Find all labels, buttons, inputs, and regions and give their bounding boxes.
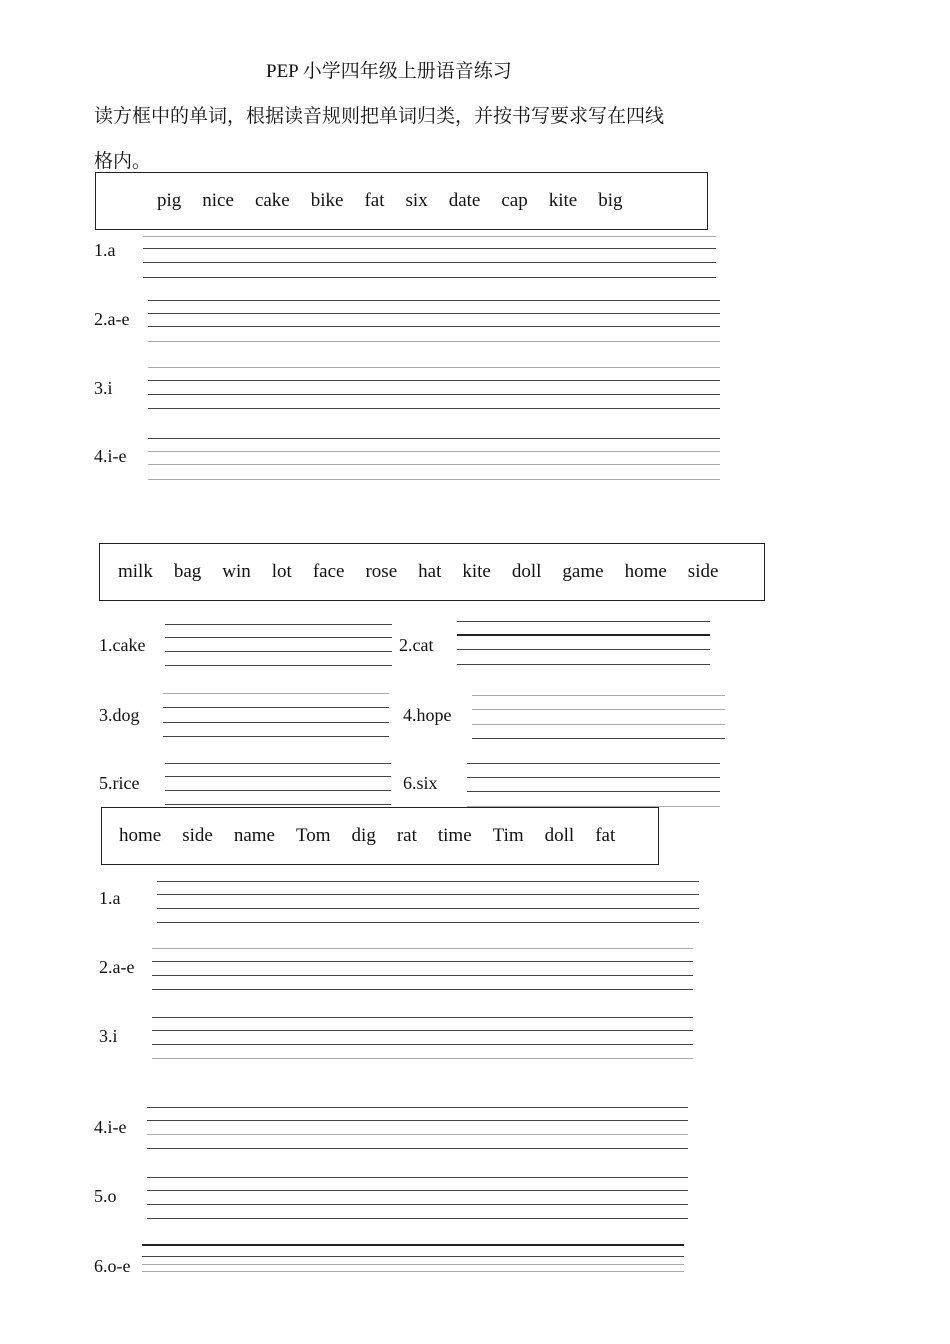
word: six [405, 190, 428, 211]
four-line-writing-area[interactable] [148, 438, 720, 480]
row-label: 2.cat [399, 635, 434, 655]
four-line-writing-area[interactable] [157, 881, 699, 923]
word: nice [202, 190, 234, 211]
word: Tim [492, 825, 524, 846]
row-label: 1.a [94, 240, 116, 260]
row-label: 6.o-e [94, 1256, 131, 1276]
word: fat [595, 825, 616, 846]
word-box-3 [101, 807, 659, 865]
word: time [437, 825, 472, 846]
word: game [562, 561, 604, 582]
row-label: 4.i-e [94, 1117, 127, 1137]
row-label: 3.i [99, 1026, 118, 1046]
word: side [687, 561, 719, 582]
word: name [233, 825, 275, 846]
row-label: 6.six [403, 773, 438, 793]
four-line-writing-area[interactable] [142, 1244, 684, 1272]
instruction-line-2: 格内。 [94, 151, 152, 172]
word-box-1 [95, 172, 708, 230]
word: rose [365, 561, 398, 582]
word: cap [501, 190, 528, 211]
word: Tom [295, 825, 331, 846]
row-label: 1.a [99, 888, 121, 908]
word: big [598, 190, 623, 211]
word: doll [544, 825, 575, 846]
word: win [222, 561, 251, 582]
instruction-line-1: 读方框中的单词，根据读音规则把单词归类，并按书写要求写在四线 [94, 106, 665, 127]
word: bike [310, 190, 344, 211]
row-label: 4.hope [403, 705, 452, 725]
word: milk [118, 561, 153, 582]
four-line-writing-area[interactable] [147, 1107, 688, 1149]
row-label: 2.a-e [99, 957, 135, 977]
word: pig [157, 190, 182, 211]
four-line-writing-area[interactable] [148, 367, 720, 409]
word: kite [548, 190, 578, 211]
row-label: 1.cake [99, 635, 146, 655]
four-line-writing-area[interactable] [467, 763, 720, 807]
word: dig [351, 825, 376, 846]
page-title: PEP 小学四年级上册语音练习 [266, 61, 512, 82]
four-line-writing-area[interactable] [148, 300, 720, 342]
word: home [624, 561, 667, 582]
row-label: 5.rice [99, 773, 140, 793]
word-box-2 [99, 543, 765, 601]
row-label: 3.i [94, 378, 113, 398]
word: date [448, 190, 481, 211]
four-line-writing-area[interactable] [457, 621, 710, 665]
four-line-writing-area[interactable] [472, 695, 725, 739]
four-line-writing-area[interactable] [165, 624, 392, 666]
word: hat [418, 561, 442, 582]
word: cake [254, 190, 290, 211]
row-label: 4.i-e [94, 446, 127, 466]
row-label: 2.a-e [94, 309, 130, 329]
four-line-writing-area[interactable] [152, 948, 693, 990]
word: lot [271, 561, 292, 582]
four-line-writing-area[interactable] [147, 1177, 688, 1219]
row-label: 3.dog [99, 705, 140, 725]
word: home [119, 825, 162, 846]
word: bag [173, 561, 202, 582]
word: kite [462, 561, 491, 582]
four-line-writing-area[interactable] [163, 693, 389, 737]
word: rat [396, 825, 417, 846]
word: face [312, 561, 345, 582]
row-label: 5.o [94, 1186, 117, 1206]
word: fat [364, 190, 385, 211]
word: side [182, 825, 213, 846]
four-line-writing-area[interactable] [152, 1017, 693, 1059]
four-line-writing-area[interactable] [143, 236, 716, 278]
word: doll [511, 561, 542, 582]
four-line-writing-area[interactable] [165, 763, 391, 805]
